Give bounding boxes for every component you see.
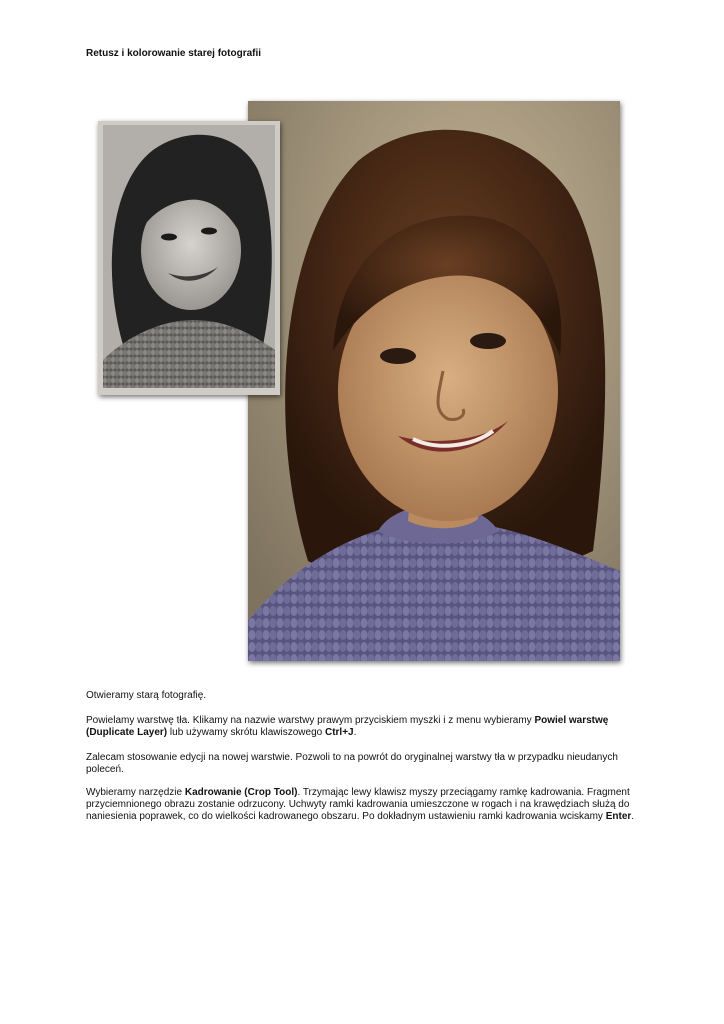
paragraph-duplicate-layer	[86, 715, 646, 739]
text-segment: . Trzymając lewy klawisz myszy przeciągamy ramkę kadrowania. Fragment przyciemnionego obrazu zostanie odrzucony. Uchwyty ramki kadrowania umieszczone w rogach i na krawędziach służą do naniesienia poprawek, co do wielkości kadrowanego obszaru. Po dokładnym ustawieniu ramki kadrowania wciskamy	[86, 787, 630, 822]
text-segment: Powielamy warstwę tła. Klikamy na nazwie warstwy prawym przyciskiem myszki i z menu wybieramy	[86, 715, 535, 726]
text-segment: .	[631, 811, 635, 822]
shortcut-label: Ctrl+J	[324, 727, 354, 738]
paragraph-open-photo	[86, 690, 646, 702]
key-label: Enter	[605, 811, 632, 822]
tool-name-label: Kadrowanie (Crop Tool)	[184, 787, 298, 798]
text-segment: .	[353, 727, 357, 738]
colorized-photo	[248, 101, 620, 661]
page-title: Retusz i kolorowanie starej fotografii	[86, 48, 262, 59]
text-segment: Wybieramy narzędzie	[86, 787, 185, 798]
text-segment: lub używamy skrótu klawiszowego	[167, 727, 325, 738]
paragraph-text: Zalecam stosowanie edycji na nowej warstwie. Pozwoli to na powrót do oryginalnej warstwy tła w przypadku nieudanych poleceń.	[86, 752, 618, 775]
original-photo	[98, 121, 280, 395]
colorized-portrait-icon	[248, 101, 620, 661]
paragraph-text	[86, 787, 646, 823]
menu-command-label: Powiel warstwę (Duplicate Layer)	[86, 715, 609, 738]
paragraph-text: Otwieramy starą fotografię.	[86, 690, 207, 701]
paragraph-recommendation	[86, 752, 646, 776]
paragraph-text	[86, 715, 646, 739]
black-and-white-portrait-icon	[103, 125, 275, 388]
paragraph-crop-tool	[86, 787, 646, 823]
